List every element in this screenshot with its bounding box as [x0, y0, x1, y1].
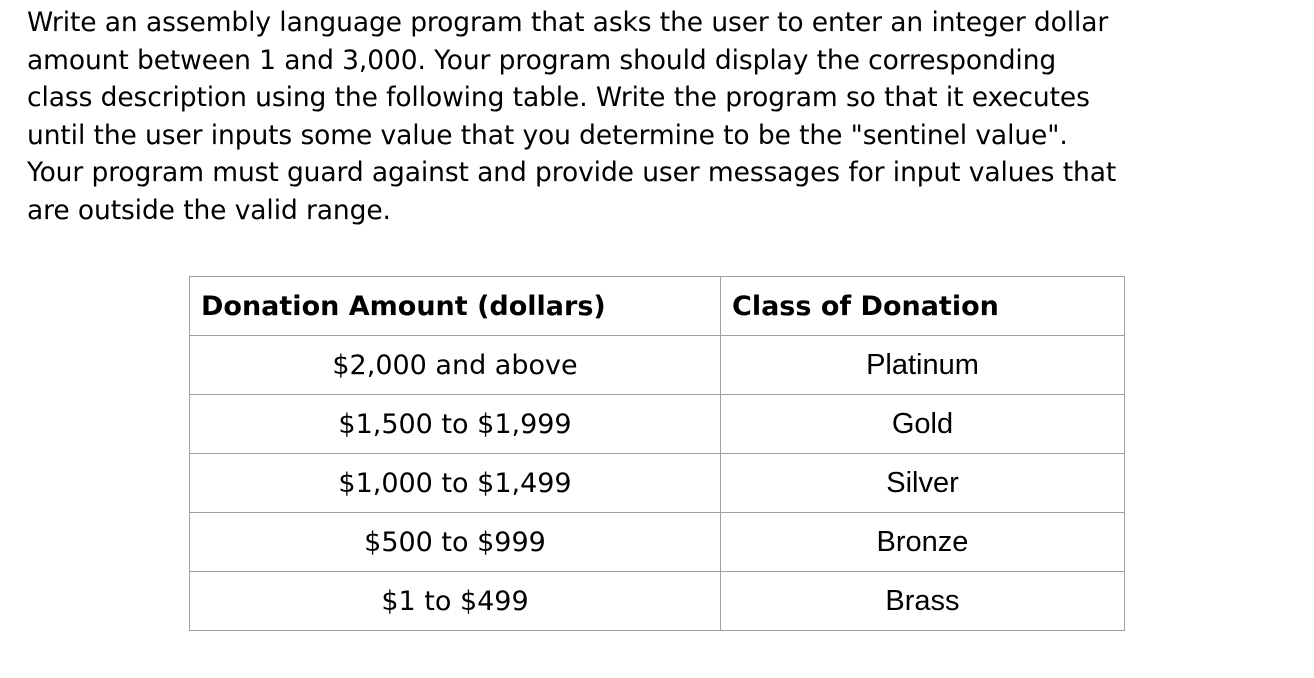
table-header-row — [190, 277, 1125, 336]
problem-line: class description using the following table. Write the program so that it executes — [27, 82, 1090, 114]
class-cell: Gold — [721, 395, 1125, 454]
amount-cell: $1,500 to $1,999 — [190, 395, 721, 454]
class-cell: Platinum — [721, 336, 1125, 395]
donation-class-table — [189, 276, 1125, 631]
table-row — [190, 336, 1125, 395]
amount-cell: $1 to $499 — [190, 572, 721, 631]
class-cell: Silver — [721, 454, 1125, 513]
header-class-of-donation: Class of Donation — [721, 277, 1125, 336]
header-donation-amount: Donation Amount (dollars) — [190, 277, 721, 336]
problem-line: amount between 1 and 3,000. Your program should display the corresponding — [27, 44, 1057, 76]
problem-line: Write an assembly language program that asks the user to enter an integer dollar — [27, 7, 1109, 38]
problem-line: Your program must guard against and provide user messages for input values that — [27, 157, 1117, 189]
problem-statement — [27, 4, 1302, 230]
amount-cell: $2,000 and above — [190, 336, 721, 395]
amount-cell: $1,000 to $1,499 — [190, 454, 721, 513]
table-row — [190, 395, 1125, 454]
amount-cell: $500 to $999 — [190, 513, 721, 572]
table-row — [190, 513, 1125, 572]
class-cell: Brass — [721, 572, 1125, 631]
class-cell: Bronze — [721, 513, 1125, 572]
table-row — [190, 572, 1125, 631]
table-row — [190, 454, 1125, 513]
problem-line: are outside the valid range. — [27, 194, 391, 226]
problem-line: until the user inputs some value that you determine to be the "sentinel value". — [27, 119, 1068, 151]
